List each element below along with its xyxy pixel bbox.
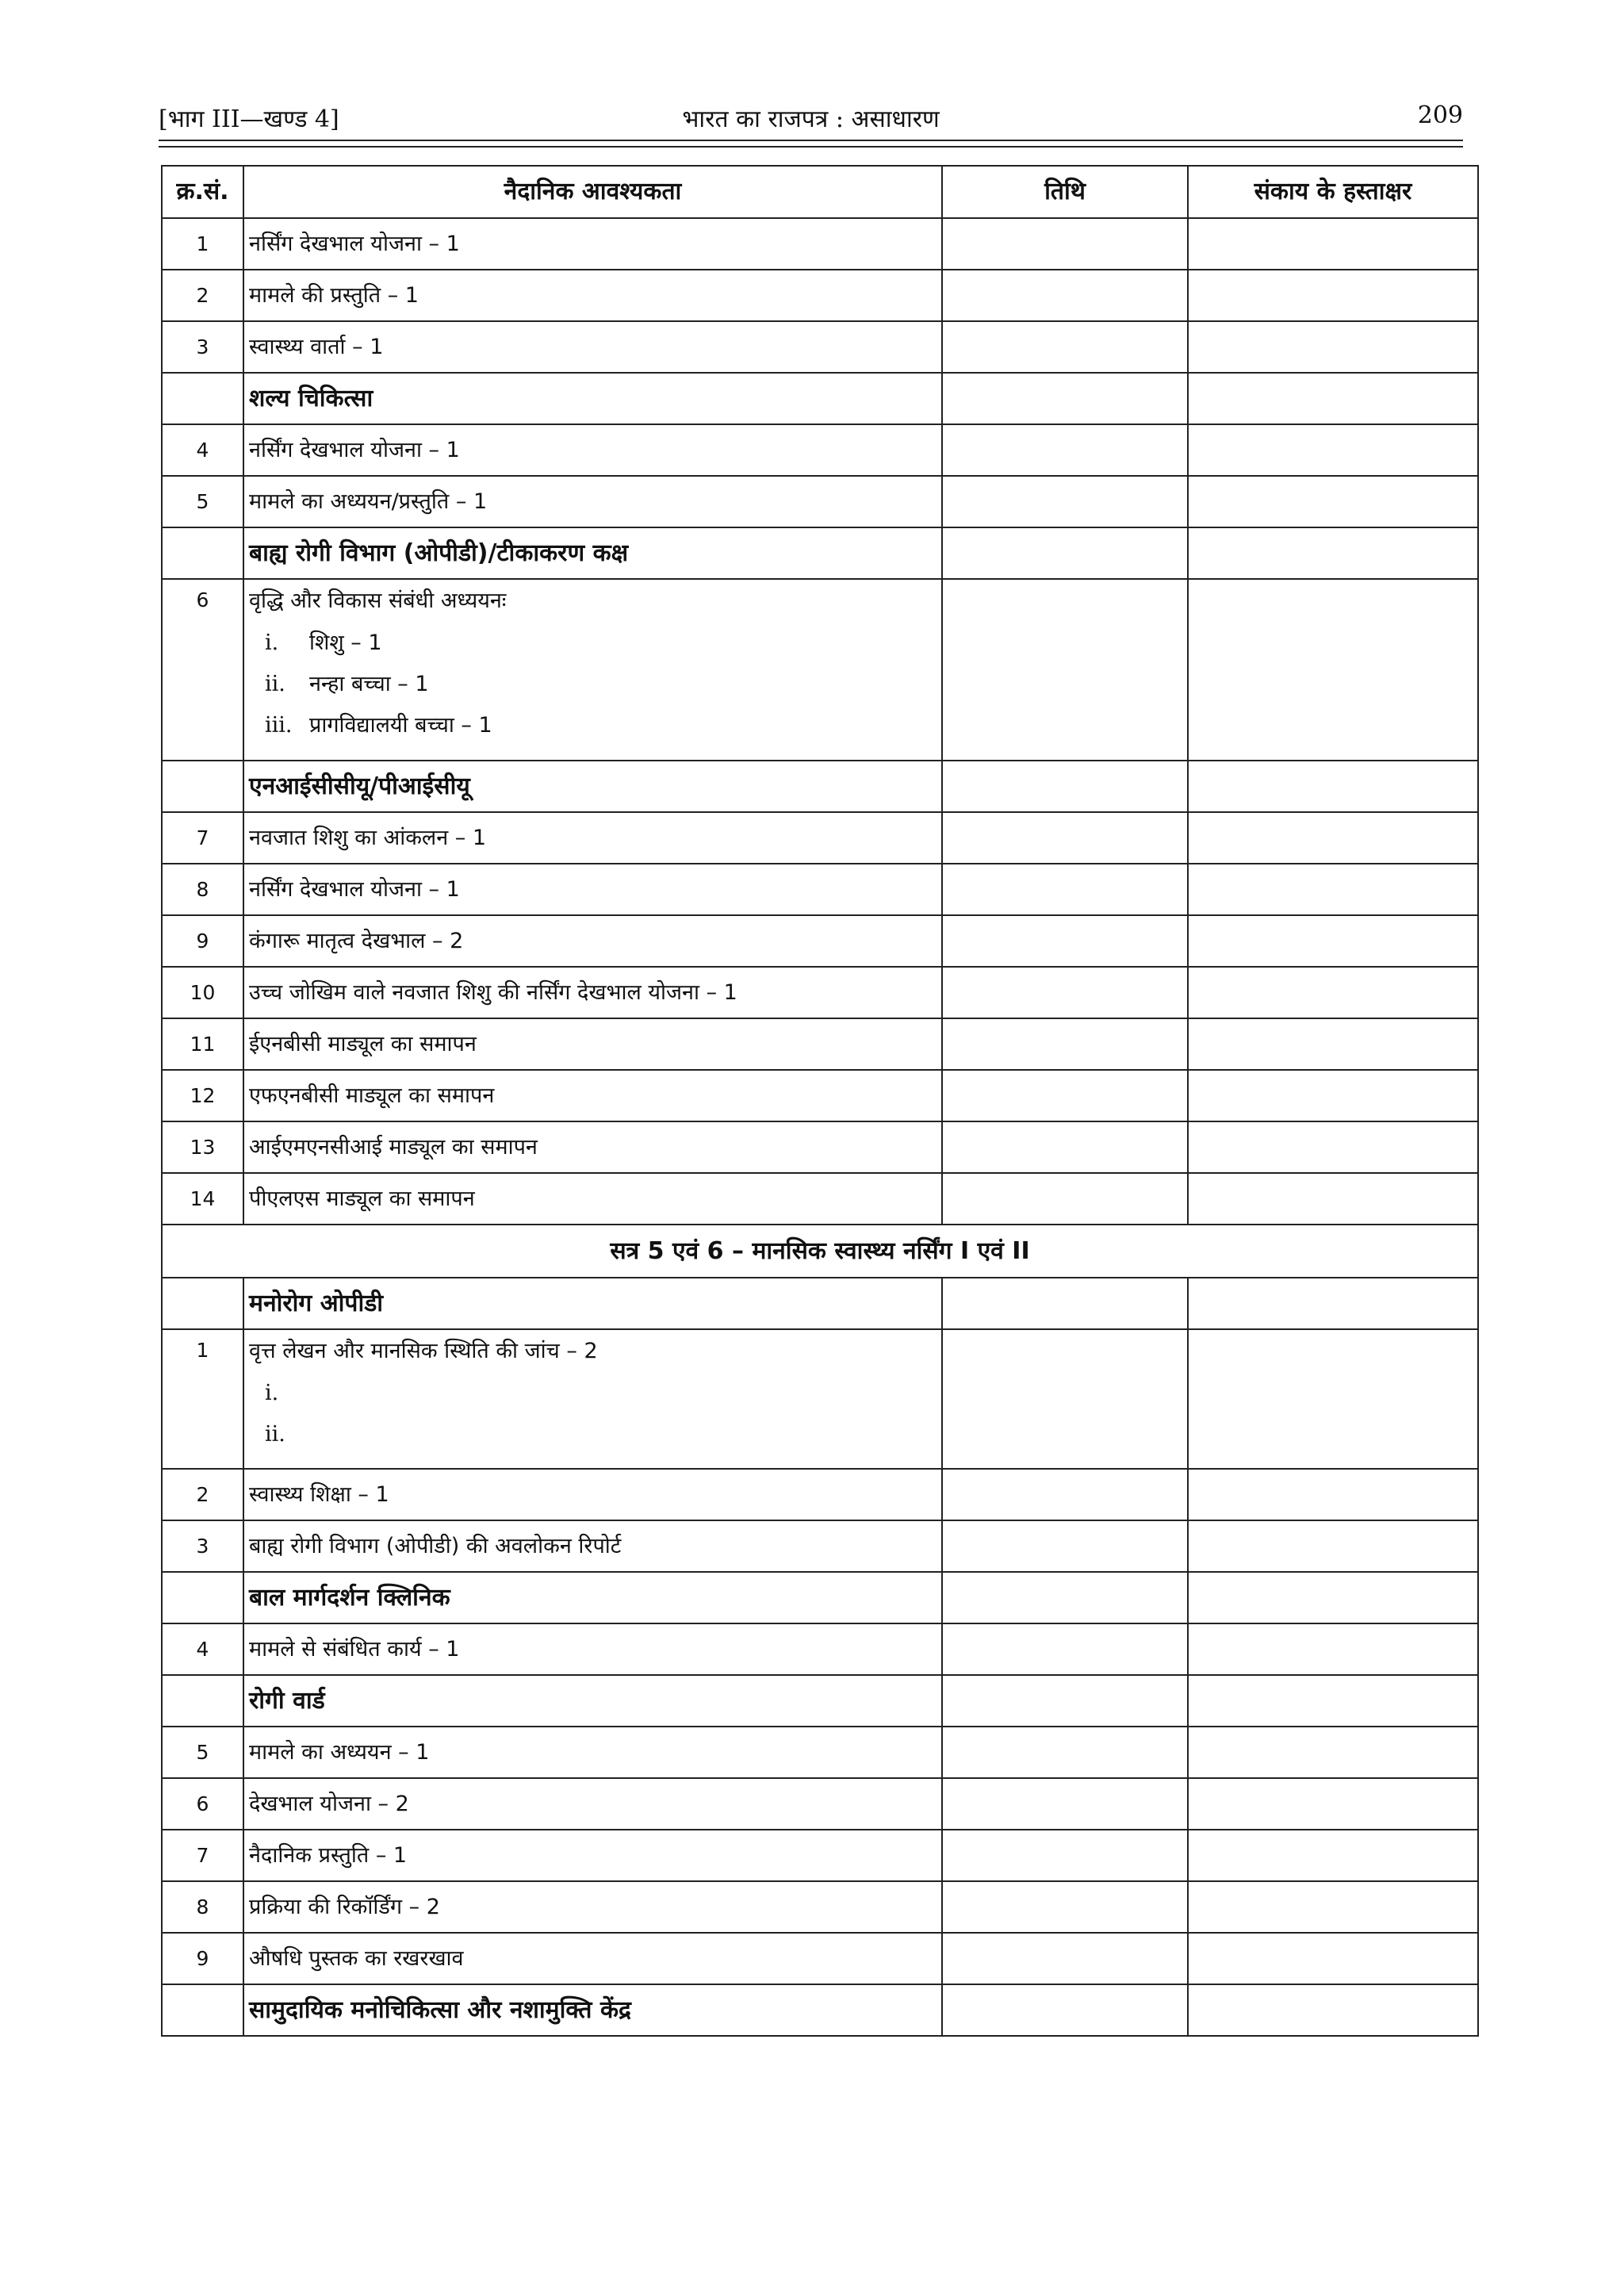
column-header-serial: क्र.सं. (162, 166, 243, 218)
requirement-text: औषधि पुस्तक का रखरखाव (249, 1945, 464, 1971)
signature-cell (1188, 1329, 1478, 1469)
table-row (162, 1070, 1478, 1121)
signature-cell (1188, 1623, 1478, 1675)
requirement-cell (243, 1520, 942, 1572)
sub-item-numeral: i. (265, 1380, 279, 1405)
signature-cell (1188, 1727, 1478, 1778)
requirement-cell (243, 1623, 942, 1675)
section-heading: बाह्य रोगी विभाग (ओपीडी)/टीकाकरण कक्ष (243, 527, 942, 579)
requirement-cell (243, 915, 942, 967)
table-row (162, 1173, 1478, 1225)
date-cell (942, 1727, 1188, 1778)
requirement-text: वृद्धि और विकास संबंधी अध्ययनः (249, 588, 507, 613)
date-cell (942, 812, 1188, 864)
signature-cell (1188, 1984, 1478, 2036)
serial-number: 11 (162, 1018, 243, 1070)
requirement-cell (243, 1070, 942, 1121)
signature-cell (1188, 967, 1478, 1018)
signature-cell (1188, 270, 1478, 321)
requirement-cell (243, 1173, 942, 1225)
clinical-requirements-table (161, 165, 1479, 2037)
requirement-cell (243, 864, 942, 915)
section-heading: शल्य चिकित्सा (243, 373, 942, 424)
table-row (162, 1469, 1478, 1520)
sub-item (265, 1373, 936, 1414)
requirement-text: प्रक्रिया की रिकॉर्डिंग – 2 (249, 1894, 440, 1919)
table-row (162, 424, 1478, 476)
table-row (162, 1520, 1478, 1572)
date-cell (942, 373, 1188, 424)
signature-cell (1188, 1070, 1478, 1121)
date-cell (942, 527, 1188, 579)
sub-item-list (249, 1373, 936, 1455)
serial-number: 7 (162, 812, 243, 864)
serial-number: 1 (162, 1329, 243, 1469)
table-row (162, 1329, 1478, 1469)
date-cell (942, 1018, 1188, 1070)
table-row (162, 761, 1478, 812)
signature-cell (1188, 915, 1478, 967)
sub-item-list (249, 623, 936, 746)
signature-cell (1188, 1121, 1478, 1173)
sub-item-numeral: ii. (265, 1421, 285, 1447)
date-cell (942, 1778, 1188, 1830)
requirement-text: नवजात शिशु का आंकलन – 1 (249, 825, 487, 850)
signature-cell (1188, 1018, 1478, 1070)
requirement-cell (243, 967, 942, 1018)
serial-number: 9 (162, 1933, 243, 1984)
requirement-text: नर्सिंग देखभाल योजना – 1 (249, 231, 460, 256)
sub-item (265, 664, 936, 705)
table-row (162, 967, 1478, 1018)
serial-number: 1 (162, 218, 243, 270)
table-row (162, 1778, 1478, 1830)
date-cell (942, 1173, 1188, 1225)
table-row (162, 864, 1478, 915)
header-page-number: 209 (1417, 102, 1463, 129)
table-row (162, 270, 1478, 321)
signature-cell (1188, 1675, 1478, 1727)
requirement-cell (243, 1329, 942, 1469)
requirement-cell (243, 1121, 942, 1173)
table-row (162, 476, 1478, 527)
sub-item-numeral: i. (265, 630, 279, 655)
serial-number: 10 (162, 967, 243, 1018)
requirement-text: बाह्य रोगी विभाग (ओपीडी) की अवलोकन रिपोर्ट (249, 1533, 622, 1558)
serial-cell (162, 373, 243, 424)
signature-cell (1188, 1469, 1478, 1520)
date-cell (942, 967, 1188, 1018)
signature-cell (1188, 476, 1478, 527)
date-cell (942, 1623, 1188, 1675)
table-row (162, 1572, 1478, 1623)
date-cell (942, 1121, 1188, 1173)
header-rule (159, 140, 1463, 141)
requirement-cell (243, 424, 942, 476)
requirement-cell (243, 1018, 942, 1070)
signature-cell (1188, 1933, 1478, 1984)
serial-number: 3 (162, 321, 243, 373)
table-row (162, 527, 1478, 579)
requirement-cell (243, 1469, 942, 1520)
table-row (162, 1121, 1478, 1173)
sub-item-numeral: iii. (265, 712, 293, 738)
table-row (162, 1830, 1478, 1881)
table-header-row (162, 166, 1478, 218)
requirement-cell (243, 321, 942, 373)
serial-number: 2 (162, 1469, 243, 1520)
requirement-text: कंगारू मातृत्व देखभाल – 2 (249, 928, 464, 953)
signature-cell (1188, 373, 1478, 424)
table-row (162, 321, 1478, 373)
serial-cell (162, 1675, 243, 1727)
signature-cell (1188, 761, 1478, 812)
date-cell (942, 270, 1188, 321)
section-heading: सामुदायिक मनोचिकित्सा और नशामुक्ति केंद्र (243, 1984, 942, 2036)
requirement-cell (243, 1933, 942, 1984)
signature-cell (1188, 1173, 1478, 1225)
requirement-text: ईएनबीसी माड्यूल का समापन (249, 1031, 477, 1056)
table-body (162, 218, 1478, 2036)
serial-number: 4 (162, 1623, 243, 1675)
date-cell (942, 761, 1188, 812)
header-section-label: [भाग III—खण्ड 4] (159, 105, 339, 133)
date-cell (942, 1933, 1188, 1984)
table-row (162, 218, 1478, 270)
date-cell (942, 218, 1188, 270)
table-row (162, 579, 1478, 761)
header-rule (159, 146, 1463, 148)
serial-cell (162, 1278, 243, 1329)
date-cell (942, 915, 1188, 967)
requirement-cell (243, 812, 942, 864)
table-row (162, 1623, 1478, 1675)
page-header (159, 95, 1463, 135)
serial-cell (162, 527, 243, 579)
signature-cell (1188, 1572, 1478, 1623)
requirement-text: नर्सिंग देखभाल योजना – 1 (249, 437, 460, 462)
serial-cell (162, 1984, 243, 2036)
table-row (162, 1675, 1478, 1727)
date-cell (942, 1830, 1188, 1881)
date-cell (942, 1675, 1188, 1727)
serial-number: 6 (162, 579, 243, 761)
serial-number: 8 (162, 864, 243, 915)
serial-number: 7 (162, 1830, 243, 1881)
requirement-text: वृत्त लेखन और मानसिक स्थिति की जांच – 2 (249, 1339, 598, 1363)
requirement-cell (243, 1830, 942, 1881)
serial-number: 4 (162, 424, 243, 476)
sub-item-text: शिशु – 1 (309, 630, 382, 655)
serial-number: 3 (162, 1520, 243, 1572)
table-row (162, 373, 1478, 424)
column-header-signature: संकाय के हस्ताक्षर (1188, 166, 1478, 218)
serial-number: 12 (162, 1070, 243, 1121)
signature-cell (1188, 1881, 1478, 1933)
requirement-text: मामले से संबंधित कार्य – 1 (249, 1636, 460, 1662)
section-heading: एनआईसीसीयू/पीआईसीयू (243, 761, 942, 812)
date-cell (942, 321, 1188, 373)
table-row (162, 915, 1478, 967)
requirement-text: मामले की प्रस्तुति – 1 (249, 282, 419, 308)
semester-banner: सत्र 5 एवं 6 – मानसिक स्वास्थ्य नर्सिंग I एवं II (162, 1225, 1478, 1278)
signature-cell (1188, 812, 1478, 864)
date-cell (942, 424, 1188, 476)
sub-item-text: प्रागविद्यालयी बच्चा – 1 (309, 712, 492, 738)
requirement-text: देखभाल योजना – 2 (249, 1791, 409, 1816)
section-heading: मनोरोग ओपीडी (243, 1278, 942, 1329)
requirement-cell (243, 1881, 942, 1933)
serial-number: 9 (162, 915, 243, 967)
requirement-text: नैदानिक प्रस्तुति – 1 (249, 1842, 408, 1868)
requirement-text: एफएनबीसी माड्यूल का समापन (249, 1083, 495, 1108)
date-cell (942, 1469, 1188, 1520)
section-heading: बाल मार्गदर्शन क्लिनिक (243, 1572, 942, 1623)
sub-item-text: नन्हा बच्चा – 1 (309, 671, 429, 696)
date-cell (942, 579, 1188, 761)
date-cell (942, 476, 1188, 527)
header-publication-title: भारत का राजपत्र : असाधारण (682, 105, 940, 133)
signature-cell (1188, 1778, 1478, 1830)
requirement-cell (243, 1778, 942, 1830)
table-row (162, 1278, 1478, 1329)
signature-cell (1188, 1830, 1478, 1881)
signature-cell (1188, 1520, 1478, 1572)
serial-number: 8 (162, 1881, 243, 1933)
requirement-text: मामले का अध्ययन/प्रस्तुति – 1 (249, 489, 488, 514)
serial-number: 6 (162, 1778, 243, 1830)
date-cell (942, 1984, 1188, 2036)
serial-number: 5 (162, 1727, 243, 1778)
table-row (162, 1225, 1478, 1278)
signature-cell (1188, 424, 1478, 476)
serial-number: 14 (162, 1173, 243, 1225)
date-cell (942, 1881, 1188, 1933)
serial-cell (162, 761, 243, 812)
table-row (162, 1727, 1478, 1778)
requirement-text: स्वास्थ्य शिक्षा – 1 (249, 1481, 389, 1507)
date-cell (942, 1329, 1188, 1469)
requirement-text: आईएमएनसीआई माड्यूल का समापन (249, 1134, 538, 1159)
date-cell (942, 864, 1188, 915)
section-heading: रोगी वार्ड (243, 1675, 942, 1727)
requirement-text: मामले का अध्ययन – 1 (249, 1739, 430, 1765)
date-cell (942, 1572, 1188, 1623)
sub-item (265, 705, 936, 746)
requirement-cell (243, 579, 942, 761)
requirement-cell (243, 218, 942, 270)
column-header-requirement: नैदानिक आवश्यकता (243, 166, 942, 218)
signature-cell (1188, 579, 1478, 761)
signature-cell (1188, 321, 1478, 373)
sub-item (265, 623, 936, 664)
serial-number: 2 (162, 270, 243, 321)
table-row (162, 812, 1478, 864)
table-row (162, 1881, 1478, 1933)
serial-number: 13 (162, 1121, 243, 1173)
serial-number: 5 (162, 476, 243, 527)
requirement-cell (243, 270, 942, 321)
requirement-text: नर्सिंग देखभाल योजना – 1 (249, 876, 460, 902)
requirement-cell (243, 1727, 942, 1778)
column-header-date: तिथि (942, 166, 1188, 218)
table-row (162, 1984, 1478, 2036)
date-cell (942, 1520, 1188, 1572)
requirement-text: पीएलएस माड्यूल का समापन (249, 1186, 475, 1211)
date-cell (942, 1070, 1188, 1121)
serial-cell (162, 1572, 243, 1623)
table-row (162, 1933, 1478, 1984)
table-row (162, 1018, 1478, 1070)
signature-cell (1188, 864, 1478, 915)
signature-cell (1188, 527, 1478, 579)
requirement-text: स्वास्थ्य वार्ता – 1 (249, 334, 384, 359)
requirement-cell (243, 476, 942, 527)
sub-item (265, 1414, 936, 1455)
signature-cell (1188, 218, 1478, 270)
requirement-text: उच्च जोखिम वाले नवजात शिशु की नर्सिंग देखभाल योजना – 1 (249, 979, 737, 1005)
sub-item-numeral: ii. (265, 671, 285, 696)
date-cell (942, 1278, 1188, 1329)
signature-cell (1188, 1278, 1478, 1329)
